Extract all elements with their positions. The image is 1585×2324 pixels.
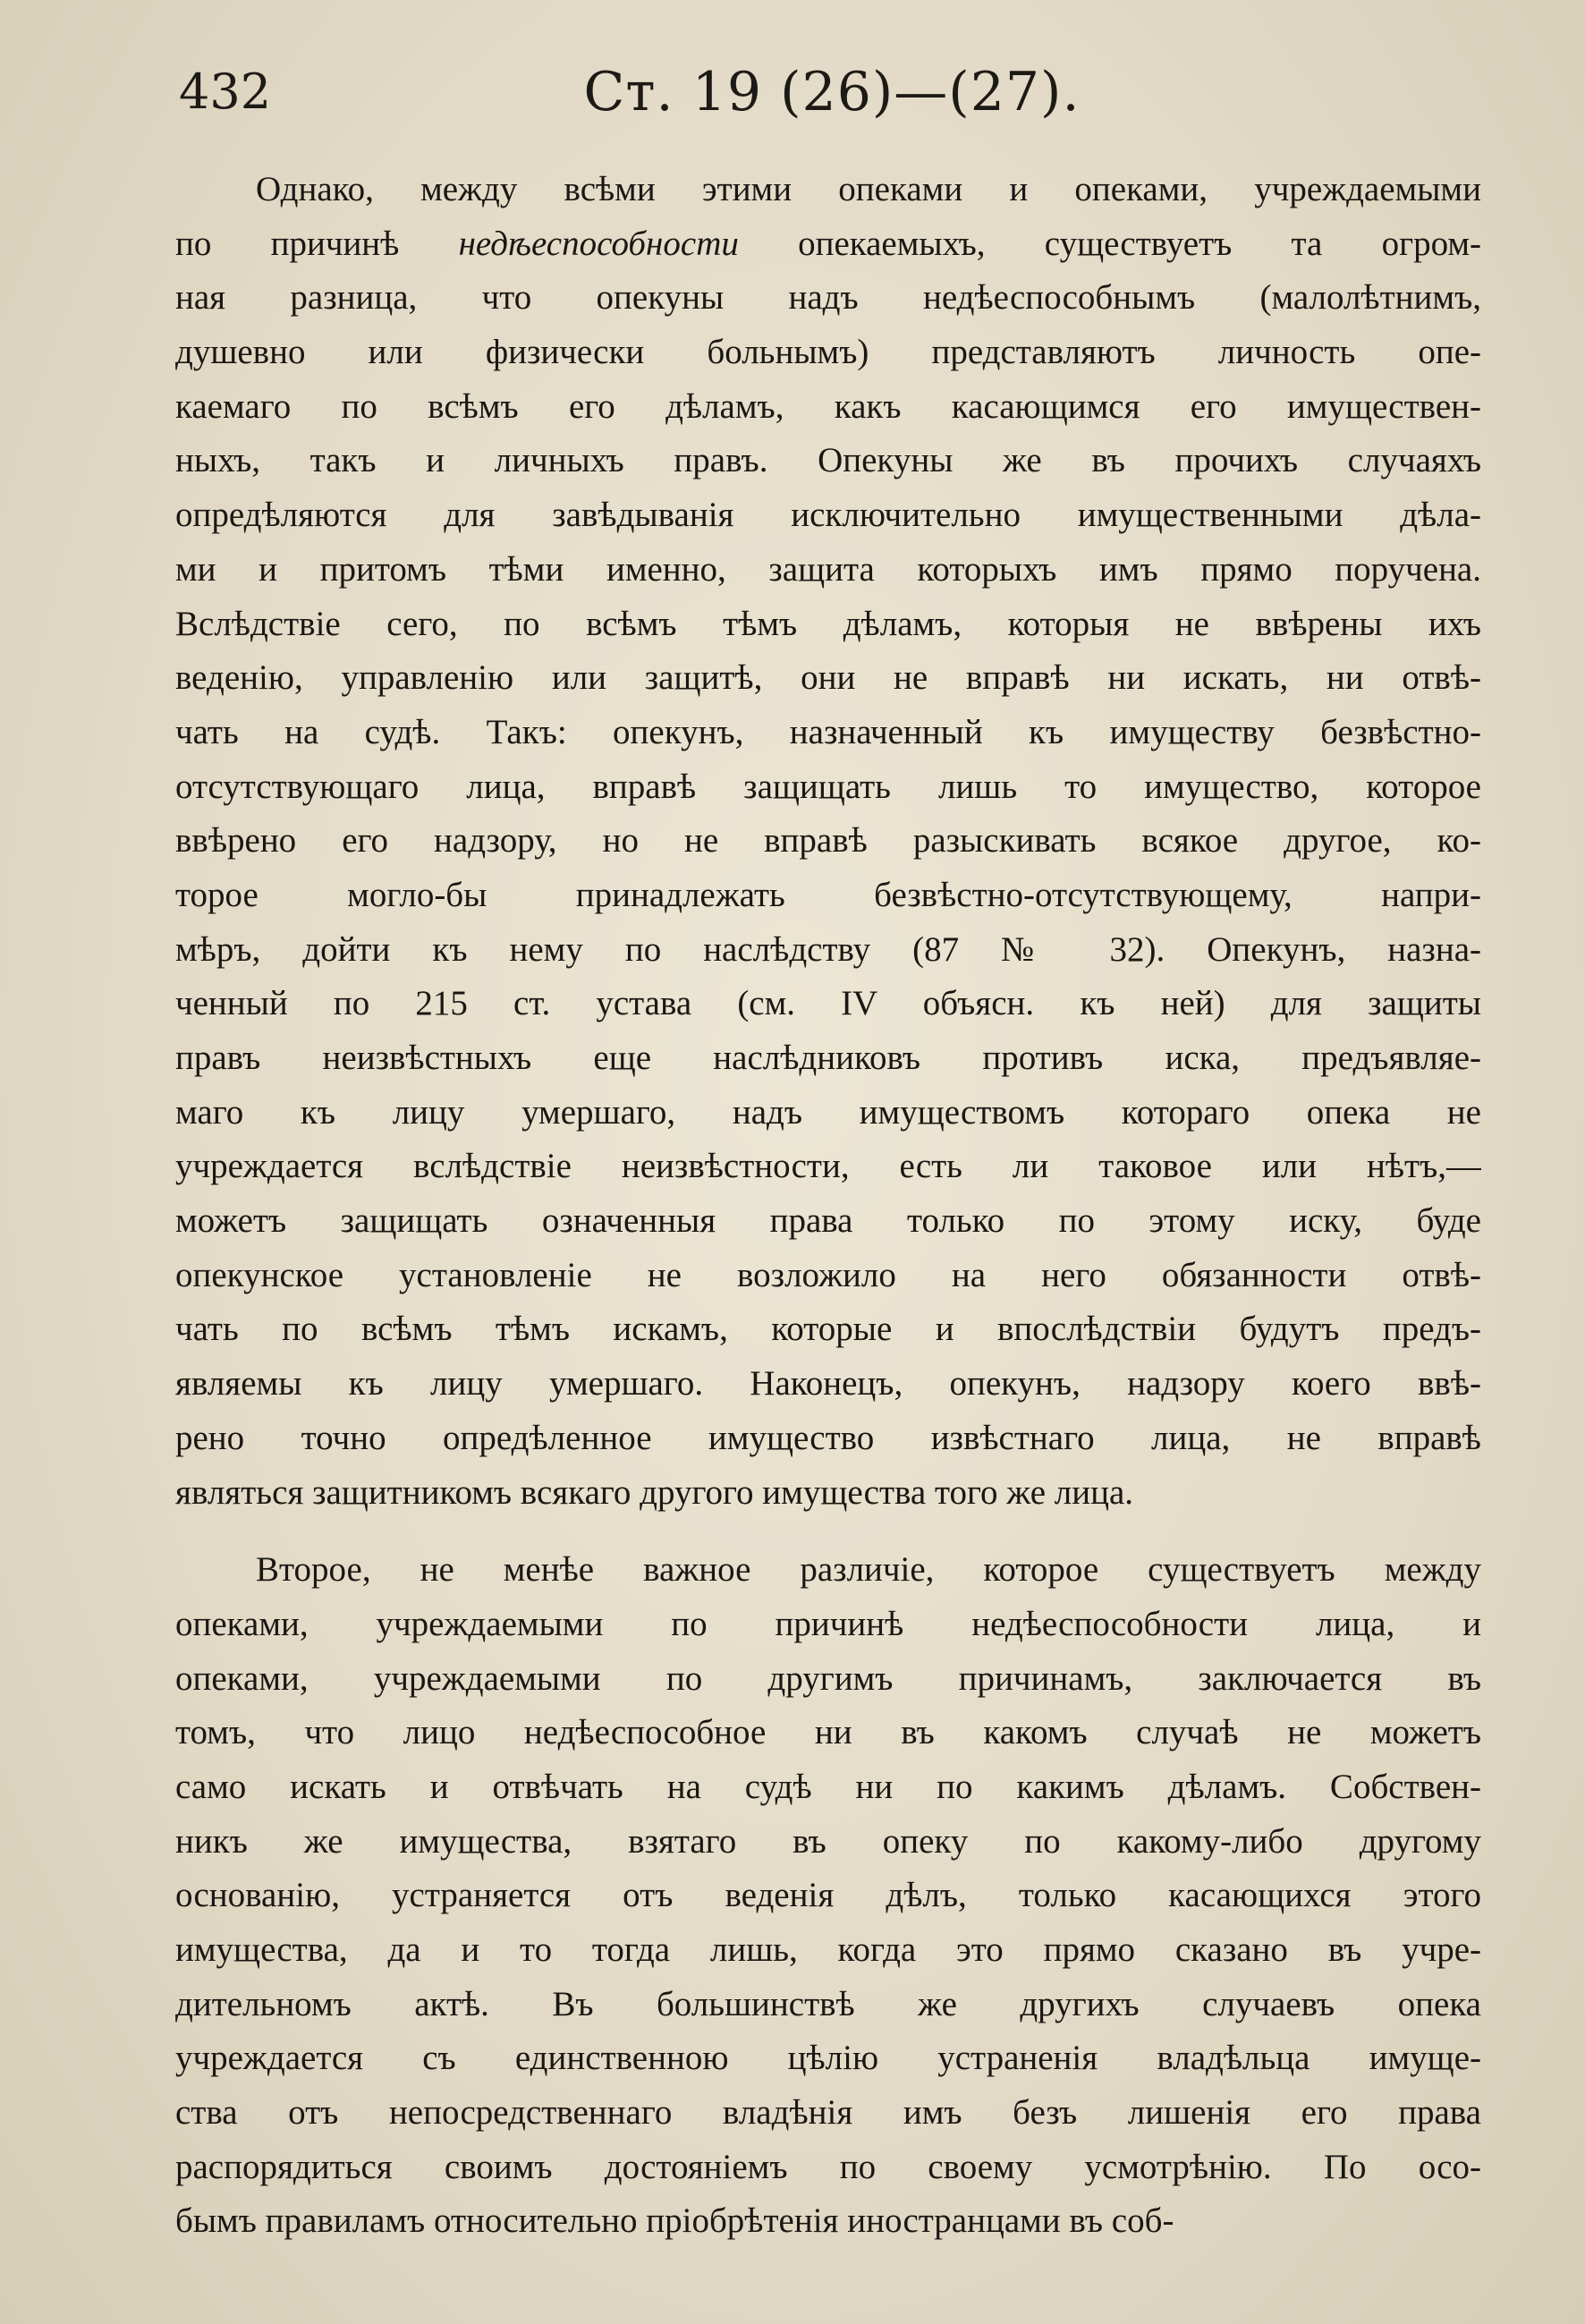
text-line: ченный по 215 ст. устава (см. IV объясн. къ ней) для защиты [175, 984, 1481, 1023]
text-line: душевно или физически больнымъ) представляютъ личность опе- [175, 333, 1481, 372]
paragraph-gap [175, 1520, 1481, 1543]
text-line: основанію, устраняется отъ веденія дѣлъ, только касающихся этого [175, 1876, 1481, 1915]
text-line: веденію, управленію или защитѣ, они не вправѣ ни искать, ни отвѣ- [175, 658, 1481, 698]
text-line: опекунское установленіе не возложило на него обязанности отвѣ- [175, 1255, 1481, 1294]
text-line: чать по всѣмъ тѣмъ искамъ, которые и впослѣдствіи будутъ предъ- [175, 1310, 1481, 1349]
text-line: учреждается съ единственною цѣлію устраненія владѣльца имуще- [175, 2039, 1481, 2078]
text-line: можетъ защищать означенныя права только по этому иску, буде [175, 1201, 1481, 1241]
text-line: отсутствующаго лица, вправѣ защищать лишь то имущество, которое [175, 767, 1481, 806]
text-line: являться защитникомъ всякаго другого имущества того же лица. [175, 1472, 1134, 1512]
running-head: Ст. 19 (26)—(27). [583, 61, 1081, 123]
text-line: маго къ лицу умершаго, надъ имуществомъ котораго опека не [175, 1092, 1481, 1132]
text-line: бымъ правиламъ относительно пріобрѣтенія иностранцами въ соб- [175, 2201, 1174, 2241]
text-line: каемаго по всѣмъ его дѣламъ, какъ касающимся его имуществен- [175, 386, 1481, 426]
text-line: являемы къ лицу умершаго. Наконецъ, опекунъ, надзору коего ввѣ- [175, 1364, 1481, 1404]
page-header [179, 52, 1485, 132]
paragraph-1 [175, 163, 1481, 1520]
page-number: 432 [179, 64, 272, 120]
text-line: чать на судѣ. Такъ: опекунъ, назначенный къ имуществу безвѣстно- [175, 712, 1481, 751]
text-line: Вслѣдствіе сего, по всѣмъ тѣмъ дѣламъ, которыя не ввѣрены ихъ [175, 604, 1481, 643]
text-line: Второе, не менѣе важное различіе, которое существуетъ между [256, 1550, 1481, 1590]
text-line: торое могло-бы принадлежать безвѣстно-отсутствующему, напри- [175, 875, 1481, 914]
text-line: правъ неизвѣстныхъ еще наслѣдниковъ противъ иска, предъявляе- [175, 1039, 1481, 1077]
italic-phrase: недѣеспособности [458, 224, 739, 263]
text-line: мѣръ, дойти къ нему по наслѣдству (87 № 32). Опекунъ, назна- [175, 929, 1481, 969]
text-line: опеками, учреждаемыми по другимъ причинамъ, заключается въ [175, 1658, 1481, 1698]
text-line: ная разница, что опекуны надъ недѣеспособнымъ (малолѣтнимъ, [175, 278, 1481, 318]
text-line: Однако, между всѣми этими опеками и опеками, учреждаемыми [256, 170, 1481, 208]
text-line: томъ, что лицо недѣеспособное ни въ какомъ случаѣ не можетъ [175, 1713, 1481, 1752]
text-line: никъ же имущества, взятаго въ опеку по какому-либо другому [175, 1821, 1481, 1861]
text-line: ми и притомъ тѣми именно, защита которыхъ имъ прямо поручена. [175, 549, 1481, 589]
text-line: рено точно опредѣленное имущество извѣстнаго лица, не вправѣ [175, 1418, 1481, 1457]
text-line: ныхъ, такъ и личныхъ правъ. Опекуны же въ прочихъ случаяхъ [175, 441, 1481, 480]
text-line: опеками, учреждаемыми по причинѣ недѣеспособности лица, и [175, 1604, 1481, 1643]
text-line: учреждается вслѣдствіе неизвѣстности, есть ли таковое или нѣтъ,— [175, 1147, 1481, 1186]
text-line: имущества, да и то тогда лишь, когда это прямо сказано въ учре- [175, 1930, 1481, 1969]
text-line: опредѣляются для завѣдыванія исключительно имущественными дѣла- [175, 496, 1481, 535]
text-line: дительномъ актѣ. Въ большинствѣ же другихъ случаевъ опека [175, 1984, 1481, 2023]
text-line: ства отъ непосредственнаго владѣнія имъ безъ лишенія его права [175, 2093, 1481, 2133]
text-line: распорядиться своимъ достояніемъ по своему усмотрѣнію. По осо- [175, 2147, 1481, 2186]
body-text [175, 163, 1481, 2249]
text-line: ввѣрено его надзору, но не вправѣ разыскивать всякое другое, ко- [175, 821, 1481, 861]
text-line: по причинѣ недѣеспособности опекаемыхъ, существуетъ та огром- [175, 224, 1481, 263]
text-line: само искать и отвѣчать на судѣ ни по какимъ дѣламъ. Собствен- [175, 1767, 1481, 1806]
paragraph-2 [175, 1543, 1481, 2249]
